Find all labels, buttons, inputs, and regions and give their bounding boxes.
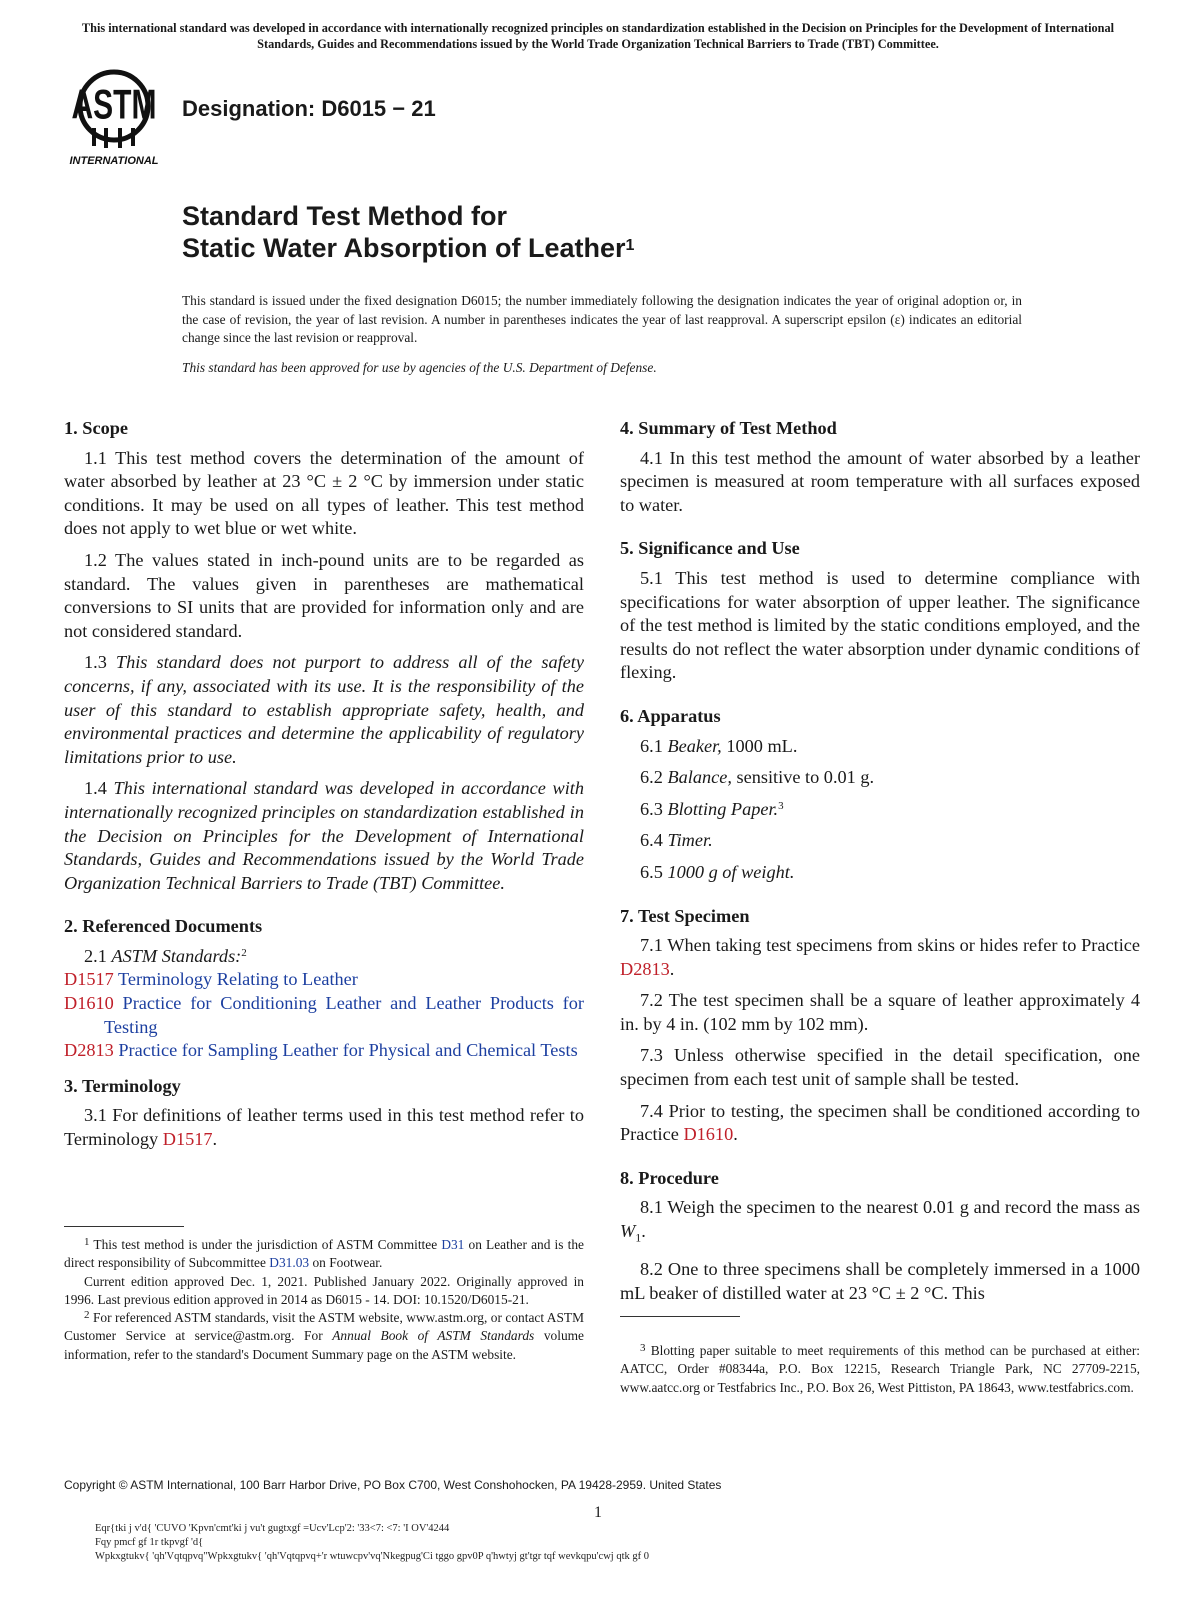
svg-text:INTERNATIONAL: INTERNATIONAL	[69, 155, 159, 167]
section-heading-procedure: 8. Procedure	[620, 1167, 719, 1188]
designation: Designation: D6015 − 21	[182, 96, 436, 121]
page-number: 1	[594, 1504, 602, 1521]
footnotes-left	[64, 1236, 584, 1364]
paragraph-1-1: 1.1 This test method covers the determination of the amount of water absorbed by leather at 23 °C ± 2 °C by immersion under static conditions. It may be used on all types of leather. This test method does not apply to wet blue or wet white.	[64, 447, 584, 539]
astm-logo	[64, 68, 170, 168]
section-heading-summary: 4. Summary of Test Method	[620, 418, 837, 438]
reference-d2813[interactable]: D2813 Practice for Sampling Leather for Physical and Chemical Tests	[64, 1040, 578, 1061]
paragraph-5-1: 5.1 This test method is used to determine compliance with specifications for water absorption of upper leather. The significance of the test method is limited by the static conditions employed, and the results do not reflect the water absorption under dynamic conditions of flexing.	[620, 567, 1140, 683]
paragraph-7-3: 7.3 Unless otherwise specified in the detail specification, one specimen from each test unit of sample shall be tested.	[620, 1045, 1140, 1090]
footnote-1-edition: Current edition approved Dec. 1, 2021. Published January 2022. Originally approved in 1996. Last previous edition approved in 2014 as D6015 - 14. DOI: 10.1520/D6015-21.	[64, 1273, 584, 1307]
paragraph-4-1: 4.1 In this test method the amount of water absorbed by a leather specimen is measured at room temperature with all surfaces exposed to water.	[620, 447, 1140, 515]
copyright: Copyright © ASTM International, 100 Barr Harbor Drive, PO Box C700, West Conshohocken, PA 19428-2959. United States	[64, 1478, 722, 1492]
paragraph-1-4: 1.4 This international standard was developed in accordance with internationally recognized principles on standardization established in the Decision on Principles for the Development of International Standards, Guides and Recommendations issued by the World Trade Organization Technical Barriers to Trade (TBT) Committee.	[64, 778, 584, 893]
link-d1517[interactable]: D1517	[162, 1129, 213, 1150]
section-heading-apparatus: 6. Apparatus	[620, 705, 721, 726]
section-heading-scope: 1. Scope	[64, 418, 128, 438]
footnote-rule-left	[64, 1226, 184, 1227]
apparatus-item-timer: 6.4 Timer.	[640, 830, 713, 851]
paragraph-7-2: 7.2 The test specimen shall be a square of leather approximately 4 in. by 4 in. (102 mm by 102 mm).	[620, 990, 1140, 1034]
paragraph-2-1: 2.1 ASTM Standards:$^2$	[84, 945, 247, 966]
apparatus-item-blotting-paper: 6.3 Blotting Paper.$^3$	[640, 798, 784, 819]
dod-note: This standard has been approved for use by agencies of the U.S. Department of Defense.	[182, 360, 657, 375]
paragraph-1-2: 1.2 The values stated in inch-pound units are to be regarded as standard. The values given in parentheses are mathematical conversions to SI units that are provided for information only and are not considered standard.	[64, 549, 584, 641]
footnote-1: $^1$ This test method is under the jurisdiction of ASTM Committee D31 on Leather and is the direct responsibility of Subcommittee D31.03 on Footwear.	[64, 1236, 584, 1271]
section-heading-referenced-documents: 2. Referenced Documents	[64, 916, 263, 937]
paragraph-7-1: 7.1 When taking test specimens from skins or hides refer to Practice D2813.	[620, 935, 1140, 979]
paragraph-7-4: 7.4 Prior to testing, the specimen shall be conditioned according to Practice D1610.	[620, 1100, 1140, 1145]
paragraph-3-1: 3.1 For definitions of leather terms used in this test method refer to Terminology D1517.	[64, 1105, 584, 1150]
astm-logo-icon	[64, 68, 170, 168]
issue-note: This standard is issued under the fixed designation D6015; the number immediately following the designation indicates the year of original adoption or, in the case of revision, the year of last revision. A number in parentheses indicates the year of last reapproval. A superscript epsilon (ε) indicates an editorial change since the last revision or reapproval.	[182, 293, 1022, 345]
link-d2813[interactable]: D2813	[620, 958, 670, 979]
section-heading-terminology: 3. Terminology	[64, 1075, 181, 1096]
footnotes-right	[620, 1342, 1140, 1397]
footnote-rule-right	[620, 1316, 740, 1317]
link-d31[interactable]: D31	[441, 1237, 465, 1252]
link-d31-03[interactable]: D31.03	[269, 1255, 310, 1271]
title-line-2: Static Water Absorption of Leather$^1$	[182, 233, 635, 263]
title-footnote-mark: 1	[625, 237, 635, 254]
document-title	[182, 200, 634, 264]
link-d1610[interactable]: D1610	[683, 1124, 734, 1145]
paragraph-8-1: 8.1 Weigh the specimen to the nearest 0.01 g and record the mass as $W_1$.	[620, 1197, 1140, 1245]
section-heading-significance: 5. Significance and Use	[620, 538, 800, 559]
title-line-1: Standard Test Method for	[182, 201, 508, 231]
reference-d1517[interactable]: D1517 Terminology Relating to Leather	[64, 969, 358, 990]
reference-d1610[interactable]: D1610 Practice for Conditioning Leather and Leather Products for Testing	[64, 993, 584, 1037]
footnote-3: $^3$ Blotting paper suitable to meet requirements of this method can be purchased at either: AATCC, Order #08344a, P.O. Box 12215, Research Triangle Park, NC 27709-2215, www.aatcc.org or Testfabrics Inc., P.O. Box 26, West Pittiston, PA 18643, www.testfabrics.com.	[620, 1342, 1140, 1395]
paragraph-1-3: 1.3 This standard does not purport to address all of the safety concerns, if any, associated with its use. It is the responsibility of the user of this standard to establish appropriate safety, health, and environmental practices and determine the applicability of regulatory limitations prior to use.	[64, 652, 584, 767]
apparatus-item-weight: 6.5 1000 g of weight.	[640, 861, 795, 882]
svg-text:ASTM: ASTM	[71, 80, 157, 128]
footnote-2: $^2$ For referenced ASTM standards, visit the ASTM website, www.astm.org, or contact ASTM Customer Service at service@astm.org. For Annual Book of ASTM Standards volume information, refer to the standard's Document Summary page on the ASTM website.	[64, 1309, 584, 1362]
apparatus-item-balance: 6.2 Balance, sensitive to 0.01 g.	[640, 767, 875, 788]
section-heading-test-specimen: 7. Test Specimen	[620, 905, 750, 926]
standards-notice: This international standard was developed in accordance with internationally recognized principles on standardization established in the Decision on Principles for the Development of International Standards, Guides and Recommendations issued by the World Trade Organization Technical Barriers to Trade (TBT) Committee.	[81, 21, 1115, 51]
license-watermark: Eqr{tki j v'd{ 'CUVO 'Kpvn'cmt'ki j vu't gugtxgf =Ucv'Lcp'2: '33<7: <7: 'I OV'4244 Fqy pmcf gf 1r tkpvgf 'd{ Wpkxgtukv{ 'qh'Vqtqpvq"Wpkxgtukv{ 'qh'Vqtqpvq+'r wtuwcpv'vq'Nkegpug'Ci tggo gpv0P q'hwtyj gt'tgr tqf wevkqpu'cwj qtk gf 0	[95, 1523, 650, 1562]
left-column	[64, 417, 584, 1160]
paragraph-8-2: 8.2 One to three specimens shall be completely immersed in a 1000 mL beaker of distilled water at 23 °C ± 2 °C. This	[620, 1259, 1140, 1303]
apparatus-item-beaker: 6.1 Beaker, 1000 mL.	[640, 735, 798, 756]
right-column	[620, 417, 1140, 1313]
